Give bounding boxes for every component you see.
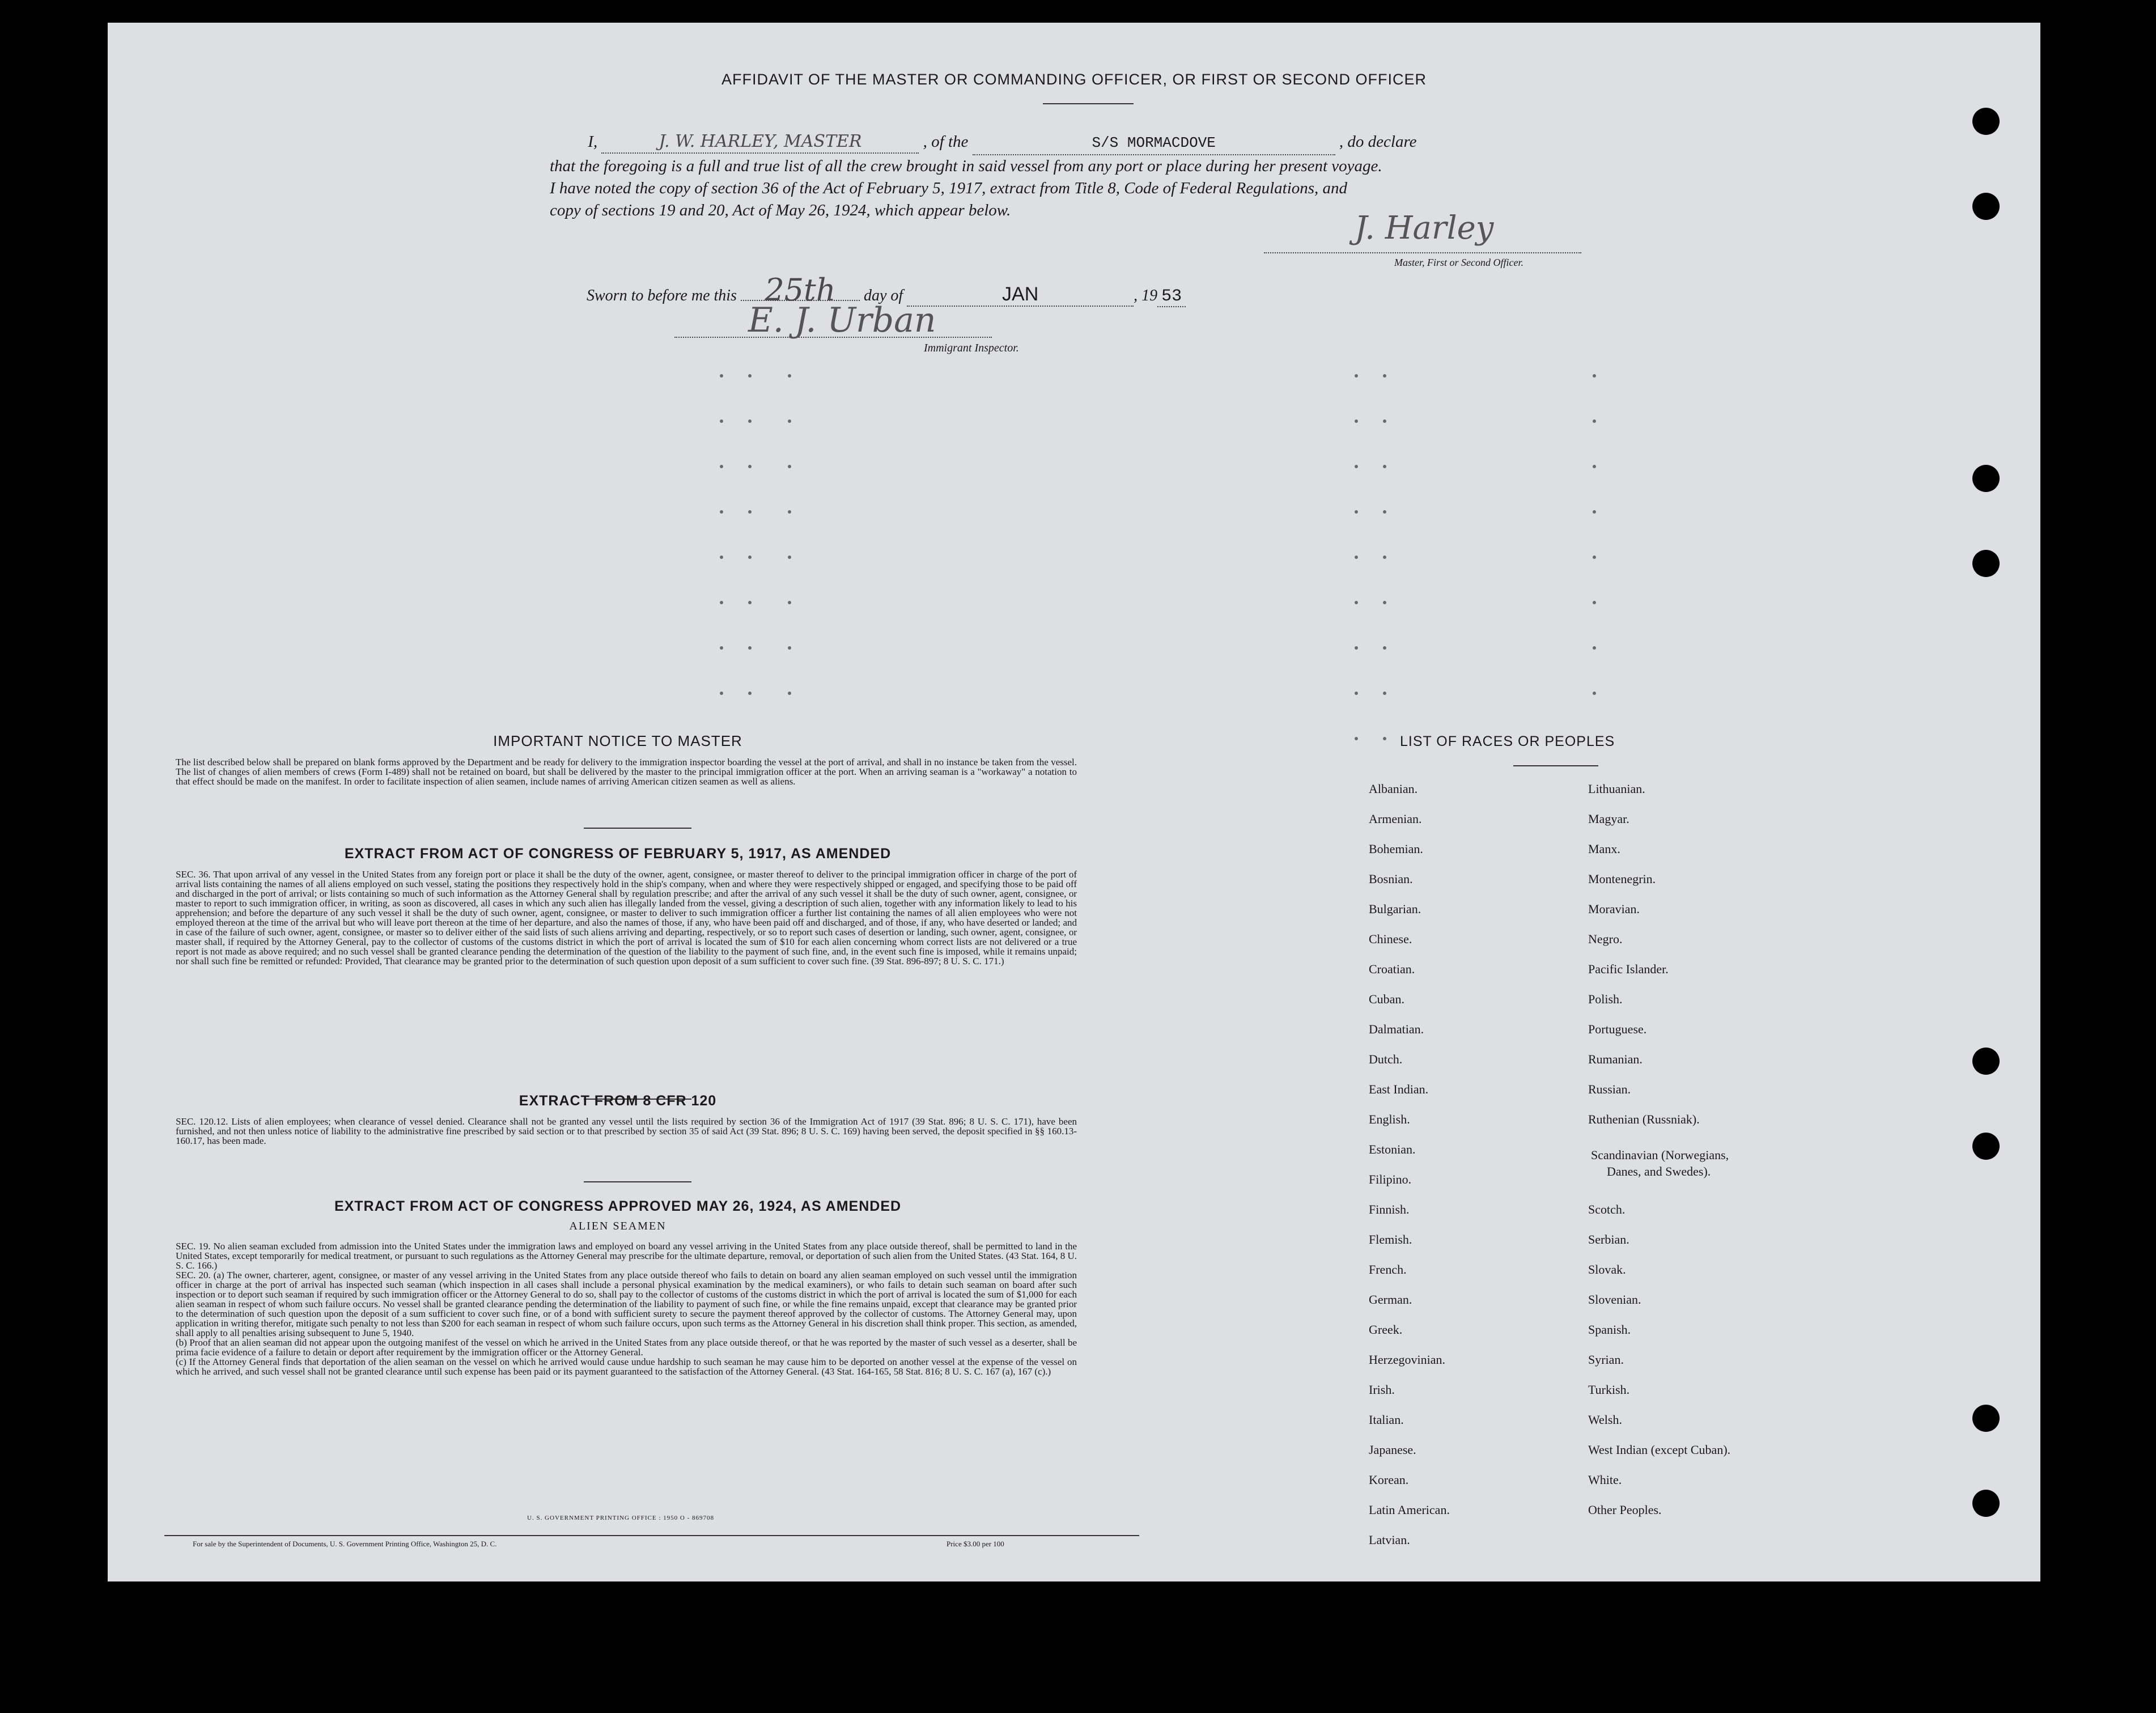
race-item: Turkish. — [1588, 1383, 1630, 1397]
inspector-label: Immigrant Inspector. — [924, 342, 1019, 354]
race-item: Italian. — [1369, 1413, 1404, 1427]
race-item: East Indian. — [1369, 1082, 1429, 1096]
race-item: Latin American. — [1369, 1503, 1450, 1517]
pronoun-text: I, — [588, 133, 598, 151]
race-item: Irish. — [1369, 1383, 1395, 1397]
race-item: Lithuanian. — [1588, 782, 1645, 796]
race-item: Greek. — [1369, 1322, 1403, 1337]
binder-hole — [1972, 1048, 2000, 1075]
master-name-handwritten: J. W. HARLEY, MASTER — [601, 130, 919, 154]
race-item: White. — [1588, 1473, 1622, 1487]
race-item: Pacific Islander. — [1588, 962, 1669, 976]
extract-1924-sec20a: SEC. 20. (a) The owner, charterer, agent, consignee, or master of any vessel arriving in the United States from any place outside thereof who fails to detain on board any alien seaman employed on such vessel until the immigration officer in charge at the port of arrival has inspected such seaman (which inspection in all cases shall include a personal physical examination by the medical examiners), or who fails to detain such seaman on board after such inspection or to deport such seaman if required by such immigration officer or the Attorney General to do so, shall pay to the collector of customs of the customs district in which the port of arrival is located the sum of $1,000 for each alien seaman in respect of whom such failure occurs. No vessel shall be granted clearance pending the determination of the liability to payment of such fine, or while the fine remains unpaid, except that clearance may be granted prior to the determination of such question upon the deposit of a sum sufficient to cover such fine, or of a bond with sufficient surety to secure the payment thereof approved by the collector of customs. The Attorney General may, upon application in writing therefor, mitigate such penalty to not less than $200 for each seaman in respect of whom such failure occurs, upon such terms as the Attorney General in his discretion shall think proper. This section, as amended, shall apply to all penalties arising subsequent to June 5, 1940. — [176, 1270, 1077, 1338]
race-item: Estonian. — [1369, 1142, 1416, 1156]
race-item: Polish. — [1588, 992, 1623, 1006]
race-item: Moravian. — [1588, 902, 1640, 916]
affidavit-declaration — [550, 130, 1729, 222]
extract-cfr-text: SEC. 120.12. Lists of alien employees; when clearance of vessel denied. Clearance shall not be granted any vessel until the lists required by section 36 of the Immigration Act of 1917 (39 Stat. 896; 8 U. S. C. 171), have been furnished, and not then unless notice of liability to the administrative fine prescribed by said section or to that prescribed by section 35 of said Act (39 Stat. 896; 8 U. S. C. 169) having been served, the deposit specified in §§ 160.13-160.17, has been made. — [176, 1116, 1077, 1146]
extract-1924-subheading: ALIEN SEAMEN — [569, 1220, 667, 1232]
extract-1917-text: SEC. 36. That upon arrival of any vessel in the United States from any foreign port or place it shall be the duty of the owner, agent, consignee, or master thereof to deliver to the principal immigration officer in charge of the port of arrival lists containing the names of all aliens employed on such vessel, stating the positions they respectively hold in the ship's company, when and where they were respectively shipped or engaged, and specifying those to be paid off and discharged in the port of arrival; or lists containing so much of such information as the Attorney General shall by regulation prescribe; and after the arrival of any such vessel it shall be the duty of such owner, agent, consignee, or master to report to such immigration officer, in writing, as soon as discovered, all cases in which any such alien has illegally landed from the vessel, giving a description of such alien, together with any information likely to lead to his apprehension; and before the departure of any such vessel it shall be the duty of such owner, agent, consignee, or master to deliver to such immigration officer a further list containing the names of all alien employees who were not employed thereon at the time of the arrival but who will leave port thereon at the time of her departure, and also the names of those, if any, who have been paid off and discharged, and of those, if any, who have deserted or landed; and in case of the failure of such owner, agent, consignee, or master so to deliver either of the said lists of such aliens arriving and departing, respectively, or so to report such cases of desertion or landing, such owner, agent, consignee, or master shall, if required by the Attorney General, pay to the collector of customs of the customs district in which the port of arrival is located the sum of $10 for each alien concerning whom correct lists are not delivered or a true report is not made as above required; and no such vessel shall be granted clearance pending the determination of the question of the liability to the payment of such fine, and, in the event such fine is imposed, while it remains unpaid; nor shall such fine be remitted or refunded: Provided, That clearance may be granted prior to the determination of such question upon deposit of a sum sufficient to cover such fine. (39 Stat. 896-897; 8 U. S. C. 171.) — [176, 869, 1077, 966]
race-item: Slovak. — [1588, 1262, 1626, 1277]
master-label: Master, First or Second Officer. — [1394, 257, 1523, 268]
race-item: Chinese. — [1369, 932, 1412, 946]
race-item: Dutch. — [1369, 1052, 1403, 1066]
sworn-day: 25th — [741, 281, 860, 301]
notice-rule — [584, 828, 691, 829]
race-item: West Indian (except Cuban). — [1588, 1443, 1731, 1457]
race-item: Ruthenian (Russniak). — [1588, 1112, 1700, 1126]
extract-cfr-heading: EXTRACT FROM 8 CFR 120 — [519, 1093, 717, 1109]
binder-hole — [1972, 193, 2000, 220]
race-item: Negro. — [1588, 932, 1623, 946]
master-signature-line — [1264, 252, 1581, 253]
day-of-text: day of — [863, 287, 903, 304]
sworn-year: 53 — [1157, 287, 1186, 307]
race-item: Scotch. — [1588, 1202, 1626, 1216]
declaration-line-1 — [550, 130, 1729, 155]
extract-1917-heading: EXTRACT FROM ACT OF CONGRESS OF FEBRUARY 5, 1917, AS AMENDED — [344, 846, 892, 862]
race-item: Montenegrin. — [1588, 872, 1656, 886]
declaration-line-2: that the foregoing is a full and true list of all the crew brought in said vessel from any port or place during her present voyage. — [550, 157, 1382, 175]
race-item: Rumanian. — [1588, 1052, 1643, 1066]
race-item: Cuban. — [1369, 992, 1404, 1006]
vessel-name: S/S MORMACDOVE — [973, 132, 1335, 155]
race-item: Filipino. — [1369, 1172, 1412, 1186]
year-prefix: , 19 — [1134, 287, 1158, 304]
race-item: German. — [1369, 1292, 1412, 1307]
race-item: Syrian. — [1588, 1352, 1624, 1367]
extract-cfr-rule — [584, 1181, 691, 1182]
inspector-signature: E. J. Urban — [748, 300, 936, 340]
race-item: Korean. — [1369, 1473, 1409, 1487]
race-item: Danes, and Swedes). — [1607, 1164, 1711, 1178]
race-item: Latvian. — [1369, 1533, 1410, 1547]
race-item: Bulgarian. — [1369, 902, 1421, 916]
extract-1924-sec20b: (b) Proof that an alien seaman did not appear upon the outgoing manifest of the vessel on which he arrived in the United States from any place outside thereof, or that he was reported by the master of such vessel as a deserter, shall be prima facie evidence of a failure to detain or deport after requirement by the immigration officer or the Attorney General. — [176, 1337, 1077, 1358]
master-signature: J. Harley — [1355, 210, 1494, 247]
extract-1924-heading: EXTRACT FROM ACT OF CONGRESS APPROVED MAY 26, 1924, AS AMENDED — [334, 1198, 902, 1214]
race-item: Welsh. — [1588, 1413, 1622, 1427]
race-item: Other Peoples. — [1588, 1503, 1662, 1517]
race-item: Flemish. — [1369, 1232, 1412, 1246]
race-item: Dalmatian. — [1369, 1022, 1424, 1036]
extract-1924-body — [176, 1241, 1077, 1376]
notice-heading: IMPORTANT NOTICE TO MASTER — [493, 732, 742, 749]
race-item: Scandinavian (Norwegians, — [1591, 1148, 1729, 1162]
notice-text: The list described below shall be prepared on blank forms approved by the Department and be ready for delivery to the immigration inspector boarding the vessel at the port of arrival, and shall in no instance be taken from the vessel. The list of changes of alien members of crews (Form I-489) shall not be retained on board, but shall be delivered by the master to the principal immigration officer at the port. When an arriving seaman is a "workaway" a notation to that effect should be made on the manifest. In order to facilitate inspection of alien seamen, include names of arriving American citizen seamen as well as aliens. — [176, 757, 1077, 787]
of-the-text: , of the — [923, 133, 969, 151]
race-item: Slovenian. — [1588, 1292, 1641, 1307]
race-item: French. — [1369, 1262, 1407, 1277]
race-item: Herzegovinian. — [1369, 1352, 1445, 1367]
race-item: Finnish. — [1369, 1202, 1410, 1216]
race-item: Bohemian. — [1369, 842, 1423, 856]
declaration-line-4: copy of sections 19 and 20, Act of May 26, 1924, which appear below. — [550, 201, 1011, 219]
races-rule — [1513, 765, 1598, 766]
race-item: Armenian. — [1369, 812, 1422, 826]
race-item: Manx. — [1588, 842, 1620, 856]
race-item: Croatian. — [1369, 962, 1415, 976]
for-sale-text: For sale by the Superintendent of Documents, U. S. Government Printing Office, Washington 25, D. C. — [193, 1540, 497, 1548]
race-item: Japanese. — [1369, 1443, 1416, 1457]
title-underline — [1043, 103, 1134, 104]
affidavit-title: AFFIDAVIT OF THE MASTER OR COMMANDING OFFICER, OR FIRST OR SECOND OFFICER — [721, 71, 1427, 88]
binder-hole — [1972, 1405, 2000, 1432]
do-declare-text: , do declare — [1339, 133, 1417, 151]
printing-office-line: U. S. GOVERNMENT PRINTING OFFICE : 1950 O - 869708 — [527, 1515, 715, 1521]
extract-1924-sec20c: (c) If the Attorney General finds that deportation of the alien seaman on the vessel on which he arrived would cause undue hardship to such seaman he may cause him to be deported on another vessel at the expense of the vessel on which he arrived, and such vessel shall not be granted clearance until such expense has been paid or its payment guaranteed to the satisfaction of the Attorney General. (43 Stat. 164-165, 58 Stat. 816; 8 U. S. C. 167 (a), 167 (c).) — [176, 1356, 1077, 1377]
price-text: Price $3.00 per 100 — [947, 1540, 1004, 1548]
race-item: Spanish. — [1588, 1322, 1631, 1337]
declaration-line-3: I have noted the copy of section 36 of the Act of February 5, 1917, extract from Title 8, Code of Federal Regulations, and — [550, 179, 1348, 197]
binder-hole — [1972, 108, 2000, 135]
race-item: Portuguese. — [1588, 1022, 1647, 1036]
race-item: Serbian. — [1588, 1232, 1629, 1246]
binder-hole — [1972, 550, 2000, 577]
binder-hole — [1972, 1490, 2000, 1517]
footer-rule — [164, 1535, 1139, 1536]
race-item: Bosnian. — [1369, 872, 1413, 886]
binder-hole — [1972, 465, 2000, 492]
race-item: English. — [1369, 1112, 1410, 1126]
race-item: Magyar. — [1588, 812, 1629, 826]
sworn-prefix: Sworn to before me this — [587, 287, 737, 304]
race-item: Albanian. — [1369, 782, 1418, 796]
document-page — [108, 23, 2040, 1581]
binder-hole — [1972, 1133, 2000, 1160]
sworn-month: JAN — [907, 283, 1134, 307]
extract-1924-sec19: SEC. 19. No alien seaman excluded from admission into the United States under the immigration laws and employed on board any vessel arriving in the United States from any place outside thereof, shall be permitted to land in the United States, except temporarily for medical treatment, or pursuant to such regulations as the Attorney General may prescribe for the ultimate departure, removal, or deportation of such alien from the United States. (43 Stat. 164, 8 U. S. C. 166.) — [176, 1241, 1077, 1271]
races-heading: LIST OF RACES OR PEOPLES — [1400, 733, 1615, 749]
race-item: Russian. — [1588, 1082, 1631, 1096]
